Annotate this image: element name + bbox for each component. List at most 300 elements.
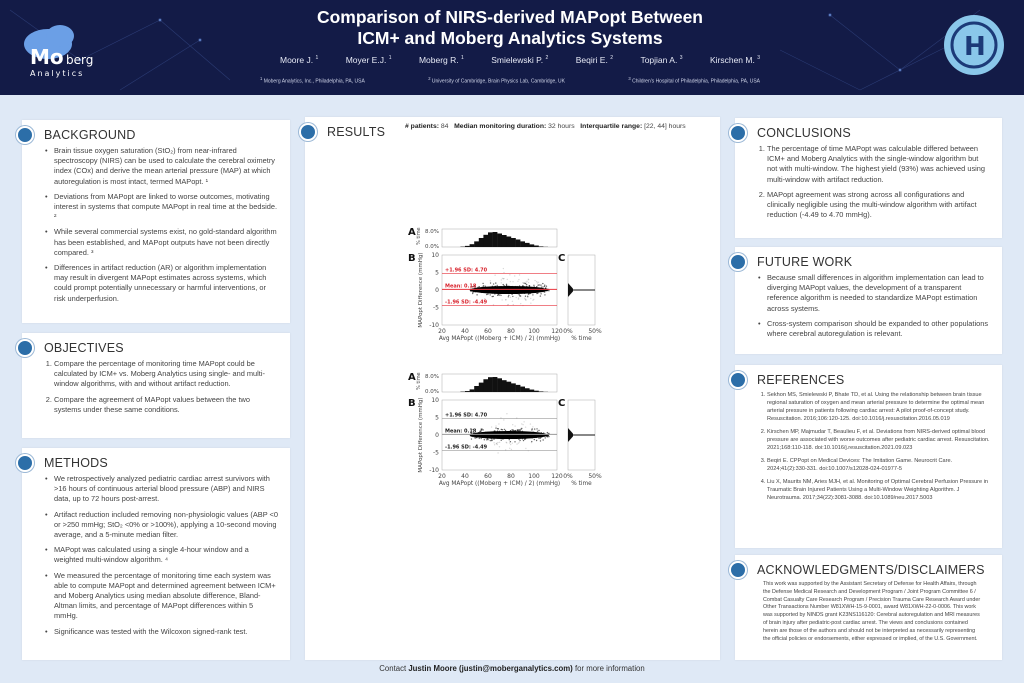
methods-panel	[22, 448, 290, 660]
scatter-point	[532, 426, 533, 427]
scatter-point	[536, 293, 537, 294]
scatter-point	[495, 282, 496, 283]
scatter-point	[536, 440, 537, 441]
title-line-1: Comparison of NIRS-derived MAPopt Between	[316, 7, 703, 27]
scatter-point	[538, 438, 539, 439]
objectives-list	[22, 359, 290, 415]
scatter-point	[490, 440, 491, 441]
scatter-point	[518, 294, 519, 295]
scatter-point	[525, 448, 526, 449]
panel-label: A	[408, 372, 416, 383]
mean-label: Mean: 0.18	[445, 283, 477, 290]
histogram-bar	[539, 246, 544, 247]
scatter-point	[510, 444, 511, 445]
upper_loa-label: +1.96 SD: 4.70	[445, 267, 488, 274]
scatter-point	[536, 428, 537, 429]
y-tick-label: -5	[433, 449, 439, 457]
scatter-point	[524, 298, 525, 299]
author-affiliation-number: 2	[545, 55, 549, 62]
scatter-point	[480, 429, 481, 430]
author-name: Smielewski P.	[491, 55, 544, 65]
histogram-bar	[520, 387, 525, 392]
scatter-point	[512, 424, 513, 425]
scatter-point	[519, 295, 520, 296]
list-item: • MAPopt was calculated using a single 4-hour window and a weighted multi-window algorithm. ⁴	[54, 545, 278, 565]
scatter-point	[546, 286, 547, 287]
list-item: 2. Compare the agreement of MAPopt values between the two systems under these same conditions.	[54, 395, 278, 415]
lower_loa-label: -1.96 SD: -4.49	[445, 299, 488, 306]
scatter-point	[512, 301, 513, 302]
scatter-point	[508, 296, 509, 297]
scatter-point	[537, 282, 538, 283]
scatter-point	[489, 294, 490, 295]
scatter-point	[542, 286, 543, 287]
scatter-point	[542, 283, 543, 284]
scatter-point	[498, 295, 499, 296]
scatter-point	[514, 275, 515, 276]
scatter-point	[491, 426, 492, 427]
histogram-bar	[465, 391, 470, 392]
histogram-bar	[534, 391, 539, 392]
scatter-point	[490, 280, 491, 281]
scatter-point	[540, 440, 541, 441]
histogram-bar	[506, 237, 511, 248]
iqr-label: Interquartile range:	[580, 123, 643, 130]
scatter-point	[506, 413, 507, 414]
scatter-point	[525, 282, 526, 283]
list-item: 1. The percentage of time MAPopt was calculable differed between ICM+ and Moberg Analytics with the single-window algorithm but not with multi-window. The highest yield (93%) was achieved using multi-window with artifact reduction.	[767, 144, 990, 185]
histogram-bar	[474, 241, 479, 247]
scatter-point	[530, 298, 531, 299]
scatter-point	[486, 439, 487, 440]
objectives-panel	[22, 333, 290, 438]
y-axis-label: MAPopt Difference (mmHg)	[418, 252, 424, 328]
scatter-point	[547, 432, 548, 433]
author-name: Topjian A.	[640, 55, 678, 65]
scatter-point	[544, 285, 545, 286]
histogram-bar	[483, 379, 488, 392]
scatter-point	[484, 439, 485, 440]
scatter-point	[495, 425, 496, 426]
scatter-point	[472, 293, 473, 294]
scatter-point	[509, 442, 510, 443]
histogram-bar	[479, 238, 484, 247]
scatter-point	[523, 440, 524, 441]
hist-ytick: 0.0%	[425, 389, 439, 395]
histogram-bar	[488, 377, 493, 392]
conclusions-panel	[735, 118, 1002, 238]
scatter-point	[534, 280, 535, 281]
author-affiliation-number: 2	[610, 55, 613, 62]
list-item: • We retrospectively analyzed pediatric cardiac arrest survivors with >16 hours of continuous arterial blood pressure (ABP) and NIRS data, up to 72 hours post-arrest.	[54, 474, 278, 505]
histogram-bar	[529, 390, 534, 392]
scatter-point	[511, 429, 512, 430]
author-affiliation-number: 1	[461, 55, 464, 62]
x-tick-label: 80	[507, 473, 515, 480]
future-work-list	[735, 273, 1002, 339]
scatter-point	[534, 439, 535, 440]
histogram-bar	[511, 238, 516, 247]
histogram-bar	[493, 377, 498, 392]
scatter-point	[503, 278, 504, 279]
scatter-point	[532, 294, 533, 295]
scatter-point	[503, 284, 504, 285]
scatter-point	[518, 442, 519, 443]
list-item: • Brain tissue oxygen saturation (StO₂) from near-infrared spectroscopy (NIRS) can be used to calculate the cerebral oximetry index (COx) and derive the mean arterial pressure (MAP) at which autoregulation is most intact, termed MAPopt. ¹	[54, 146, 278, 187]
scatter-point	[530, 302, 531, 303]
scatter-point	[523, 421, 524, 422]
scatter-point	[503, 272, 504, 273]
scatter-point	[538, 282, 539, 283]
list-item: • Because small differences in algorithm implementation can lead to diverging MAPopt values, the development of a transparent reference algorithm is needed to standardize MAPopt estimation across systems.	[767, 273, 990, 314]
contact-name: Justin Moore	[408, 664, 457, 673]
dense-region	[470, 286, 548, 294]
scatter-point	[525, 283, 526, 284]
section-marker-icon	[16, 454, 34, 472]
upper_loa-label: +1.96 SD: 4.70	[445, 412, 488, 419]
histogram-bar	[520, 241, 525, 247]
scatter-point	[510, 281, 511, 282]
side-x-tick: 0%	[563, 328, 573, 335]
author-name: Moore J.	[280, 55, 314, 65]
author	[419, 55, 464, 65]
histogram-bar	[470, 244, 475, 247]
panel-label: A	[408, 227, 416, 238]
svg-text:Analytics: Analytics	[30, 69, 85, 78]
hist-ylabel: % time	[416, 227, 422, 245]
scatter-point	[531, 442, 532, 443]
scatter-point	[496, 285, 497, 286]
scatter-point	[519, 274, 520, 275]
results-stats	[405, 123, 686, 130]
side-x-tick: 0%	[563, 473, 573, 480]
contact-email[interactable]: (justin@moberganalytics.com)	[459, 664, 573, 673]
section-marker-icon	[299, 123, 317, 141]
histogram-bar	[502, 380, 507, 392]
scatter-point	[528, 282, 529, 283]
section-title: ACKNOWLEDGMENTS/DISCLAIMERS	[757, 563, 985, 577]
list-item: 3. Beqiri E. CPPopt on Medical Devices: The Imitation Game. Neurocrit Care. 2024;41(2):330-331. doi:10.1007/s12028-024-01977-5	[767, 457, 990, 473]
list-item: 2. Kirschen MP, Majmudar T, Beaulieu F, et al. Deviations from NIRS-derived optimal blood pressure are associated with worse outcomes after pediatric cardiac arrest. Resuscitation. 2021;168:110-118. doi:10.1016/j.resuscitation.2021.09.023	[767, 428, 990, 452]
section-title: CONCLUSIONS	[757, 126, 851, 140]
list-item: • We measured the percentage of monitoring time each system was able to compute MAPopt and determined agreement between ICM+ and Moberg Analytics using median absolute difference, Bland-Altman limits, and percentage of MAPopt differences within 5 mmHg.	[54, 571, 278, 622]
scatter-point	[510, 297, 511, 298]
scatter-point	[493, 296, 494, 297]
scatter-point	[506, 442, 507, 443]
scatter-point	[544, 286, 545, 287]
scatter-point	[533, 285, 534, 286]
scatter-point	[521, 423, 522, 424]
list-item: 2. MAPopt agreement was strong across all configurations and clinically negligible using the multi-window algorithm with artifact reduction (-4.49 to 4.70 mmHg).	[767, 190, 990, 221]
affiliation	[628, 76, 760, 85]
scatter-point	[510, 441, 511, 442]
histogram-bar	[483, 235, 488, 247]
y-axis-label: MAPopt Difference (mmHg)	[418, 397, 424, 473]
scatter-point	[493, 304, 494, 305]
x-tick-label: 20	[438, 473, 446, 480]
y-tick-label: 5	[435, 269, 439, 277]
y-tick-label: -10	[429, 322, 439, 329]
scatter-point	[525, 426, 526, 427]
histogram-bar	[479, 383, 484, 392]
section-title: FUTURE WORK	[757, 255, 853, 269]
scatter-point	[487, 294, 488, 295]
affiliation-number: 1	[260, 76, 263, 81]
scatter-point	[503, 268, 504, 269]
scatter-point	[505, 299, 506, 300]
hist-ylabel: % time	[416, 372, 422, 390]
scatter-point	[512, 281, 513, 282]
scatter-point	[540, 284, 541, 285]
histogram-bar	[511, 383, 516, 392]
scatter-point	[471, 438, 472, 439]
scatter-point	[512, 442, 513, 443]
future-work-panel	[735, 247, 1002, 354]
author-name: Moberg R.	[418, 55, 459, 65]
scatter-point	[540, 293, 541, 294]
side-x-label: % time	[571, 481, 592, 487]
scatter-point	[522, 424, 523, 425]
panel-label: B	[408, 253, 416, 264]
section-title: METHODS	[44, 456, 108, 470]
scatter-point	[533, 299, 534, 300]
scatter-point	[521, 428, 522, 429]
scatter-point	[507, 279, 508, 280]
scatter-point	[501, 282, 502, 283]
x-tick-label: 100	[528, 328, 540, 335]
scatter-point	[523, 282, 524, 283]
list-item: • Differences in artifact reduction (AR) or algorithm implementation may result in divergent MAPopt estimates across systems, which could prompt potentially unnecessary or harmful interventions, or risk underperfusion.	[54, 263, 278, 304]
scatter-point	[528, 279, 529, 280]
scatter-point	[518, 297, 519, 298]
scatter-point	[479, 431, 480, 432]
scatter-point	[526, 284, 527, 285]
author-affiliation-number: 3	[757, 55, 760, 62]
conclusions-list	[735, 144, 1002, 220]
duration-label: Median monitoring duration:	[454, 123, 547, 130]
histogram-bar	[493, 232, 498, 247]
hist-ytick: 8.0%	[425, 229, 439, 235]
scatter-point	[495, 427, 496, 428]
section-title: RESULTS	[327, 125, 386, 139]
scatter-point	[530, 423, 531, 424]
scatter-point	[509, 439, 510, 440]
chop-logo	[944, 15, 1004, 75]
title-line-2: ICM+ and Moberg Analytics Systems	[357, 28, 663, 48]
scatter-point	[518, 279, 519, 280]
x-tick-label: 100	[528, 473, 540, 480]
svg-text:H: H	[964, 32, 986, 62]
scatter-point	[524, 439, 525, 440]
author	[576, 55, 613, 65]
scatter-point	[517, 281, 518, 282]
affiliation	[260, 76, 365, 85]
scatter-point	[496, 443, 497, 444]
side-x-label: % time	[571, 336, 592, 342]
section-marker-icon	[16, 339, 34, 357]
hist-ytick: 8.0%	[425, 374, 439, 380]
author-list	[280, 55, 760, 65]
scatter-point	[500, 295, 501, 296]
scatter-point	[480, 438, 481, 439]
svg-text:berg: berg	[66, 53, 94, 67]
author-name: Moyer E.J.	[345, 55, 387, 65]
histogram-bar	[474, 386, 479, 392]
affiliation-text: Children's Hospital of Philadelphia, Philadelphia, PA, USA	[632, 78, 760, 85]
scatter-point	[508, 295, 509, 296]
section-title: OBJECTIVES	[44, 341, 124, 355]
scatter-point	[499, 442, 500, 443]
scatter-point	[514, 441, 515, 442]
section-title: BACKGROUND	[44, 128, 136, 142]
side-x-tick: 50%	[588, 473, 602, 480]
methods-list	[22, 474, 290, 637]
poster-header	[0, 0, 1024, 95]
author-affiliation-number: 1	[388, 55, 392, 62]
affiliation	[428, 76, 565, 85]
scatter-point	[541, 286, 542, 287]
scatter-point	[531, 429, 532, 430]
x-tick-label: 120	[551, 328, 563, 335]
iqr-value: [22, 44] hours	[644, 123, 686, 130]
y-tick-label: 10	[431, 397, 439, 404]
y-tick-label: 0	[435, 287, 439, 294]
scatter-point	[491, 439, 492, 440]
scatter-point	[501, 299, 502, 300]
x-tick-label: 80	[507, 328, 515, 335]
bland-altman-figure-1	[400, 225, 610, 360]
scatter-point	[516, 443, 517, 444]
scatter-point	[494, 444, 495, 445]
affiliation-text: Moberg Analytics, Inc., Philadelphia, PA, USA	[263, 78, 365, 85]
acknowledgments-panel	[735, 555, 1002, 660]
y-tick-label: 5	[435, 414, 439, 422]
scatter-point	[504, 429, 505, 430]
references-panel	[735, 365, 1002, 548]
scatter-point	[545, 437, 546, 438]
panel-label: C	[558, 398, 566, 409]
poster-title	[250, 7, 770, 49]
list-item: • While several commercial systems exist, no gold-standard algorithm has been established, and MAPopt outputs have not been directly compared. ³	[54, 227, 278, 258]
bland-altman-figure-2	[400, 370, 610, 505]
scatter-point	[479, 438, 480, 439]
scatter-point	[506, 285, 507, 286]
scatter-point	[493, 283, 494, 284]
y-tick-label: 10	[431, 252, 439, 259]
scatter-point	[509, 448, 510, 449]
author	[491, 55, 548, 65]
svg-text:Mo: Mo	[30, 45, 64, 69]
x-tick-label: 40	[461, 473, 469, 480]
lower_loa-label: -1.96 SD: -4.49	[445, 444, 488, 451]
references-list	[735, 391, 1002, 502]
x-tick-label: 20	[438, 328, 446, 335]
histogram-bar	[516, 385, 521, 392]
scatter-point	[501, 279, 502, 280]
scatter-point	[536, 281, 537, 282]
x-tick-label: 60	[484, 473, 492, 480]
section-marker-icon	[729, 561, 747, 579]
section-title: REFERENCES	[757, 373, 845, 387]
scatter-point	[512, 296, 513, 297]
scatter-point	[497, 442, 498, 443]
histogram-bar	[534, 246, 539, 248]
scatter-point	[538, 430, 539, 431]
scatter-point	[486, 294, 487, 295]
scatter-point	[542, 439, 543, 440]
footer-suffix: for more information	[574, 664, 645, 673]
scatter-point	[476, 294, 477, 295]
side-x-tick: 50%	[588, 328, 602, 335]
histogram-bar	[488, 232, 493, 247]
scatter-point	[519, 430, 520, 431]
scatter-point	[528, 294, 529, 295]
scatter-point	[501, 440, 502, 441]
histogram-bar	[470, 389, 475, 392]
scatter-point	[526, 281, 527, 282]
scatter-point	[540, 295, 541, 296]
results-panel	[305, 117, 720, 660]
list-item: • Deviations from MAPopt are linked to worse outcomes, motivating interest in systems that compute MAPopt in real time at the bedside. ²	[54, 192, 278, 223]
background-panel	[22, 120, 290, 323]
scatter-point	[538, 284, 539, 285]
affiliation-list	[260, 76, 760, 85]
scatter-point	[518, 439, 519, 440]
scatter-point	[483, 429, 484, 430]
author	[640, 55, 682, 65]
list-item: • Artifact reduction included removing non-physiologic values (ABP <0 or >250 mmHg; StO₂ <0% or >100%), applying a 10-second moving average, and a 5-minute median filter.	[54, 510, 278, 541]
scatter-point	[478, 286, 479, 287]
scatter-point	[537, 431, 538, 432]
duration-value: 32 hours	[548, 123, 575, 130]
scatter-point	[499, 446, 500, 447]
scatter-point	[513, 304, 514, 305]
scatter-point	[497, 295, 498, 296]
scatter-point	[505, 449, 506, 450]
list-item: • Significance was tested with the Wilcoxon signed-rank test.	[54, 627, 278, 637]
scatter-point	[505, 430, 506, 431]
scatter-point	[474, 437, 475, 438]
affiliation-number: 3	[628, 76, 631, 81]
scatter-point	[497, 452, 498, 453]
y-tick-label: -10	[429, 467, 439, 474]
footer-contact	[0, 664, 1024, 673]
patients-value: 84	[440, 123, 449, 130]
author-affiliation-number: 1	[315, 55, 319, 62]
x-axis-label: Avg MAPopt ((Moberg + ICM) / 2) (mmHg)	[438, 336, 561, 342]
patients-label: # patients:	[405, 123, 439, 130]
scatter-point	[519, 441, 520, 442]
footer-prefix: Contact	[379, 664, 407, 673]
histogram-bar	[516, 240, 521, 248]
scatter-point	[494, 275, 495, 276]
scatter-point	[516, 297, 517, 298]
background-list	[22, 146, 290, 304]
author	[710, 55, 760, 65]
scatter-point	[509, 274, 510, 275]
scatter-point	[514, 425, 515, 426]
list-item: • Cross-system comparison should be expanded to other populations where cerebral autoregulation is relevant.	[767, 319, 990, 339]
histogram-bar	[525, 388, 530, 392]
moberg-analytics-logo	[20, 22, 100, 82]
scatter-point	[534, 428, 535, 429]
x-tick-label: 60	[484, 328, 492, 335]
author	[280, 55, 318, 65]
histogram-bar	[502, 235, 507, 247]
histogram-bar	[539, 391, 544, 392]
scatter-point	[511, 449, 512, 450]
list-item: 4. Liu X, Maurits NM, Aries MJH, et al. Monitoring of Optimal Cerebral Perfusion Pressure in Traumatic Brain Injured Patients Using a Multi-Window Weighting Algorithm. J Neurotrauma. 2017;34(22):3081-3088. doi:10.1089/neu.2017.5003	[767, 478, 990, 502]
